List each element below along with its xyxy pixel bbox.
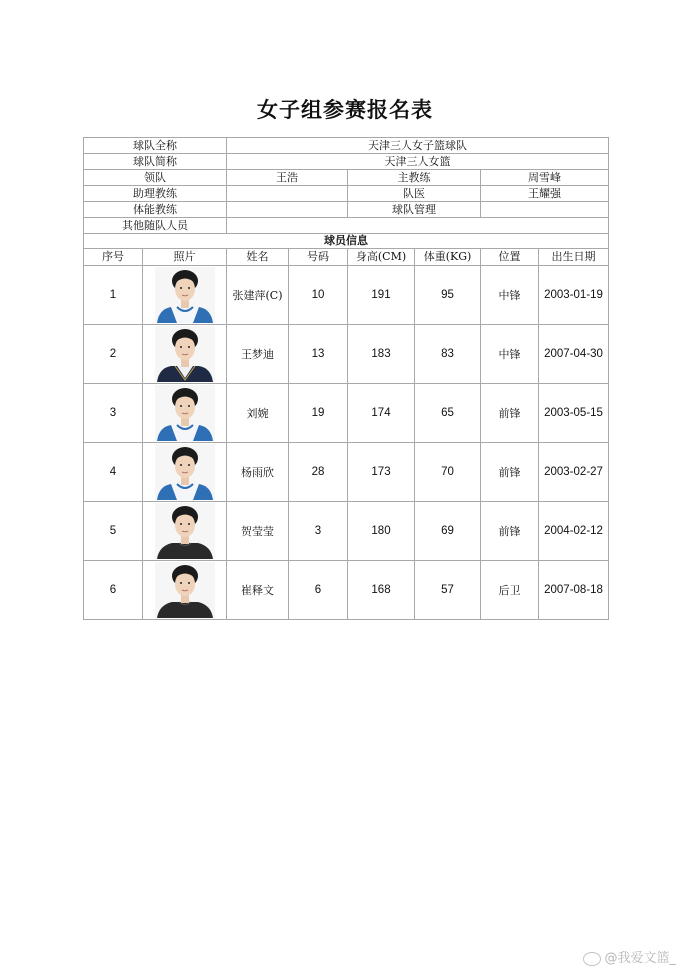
player-index: 3 xyxy=(84,384,143,443)
assistant-coach-label: 助理教练 xyxy=(84,186,227,202)
column-header: 照片 xyxy=(143,249,227,266)
player-photo-icon xyxy=(155,444,215,500)
fitness-row xyxy=(84,202,609,218)
team-full-name-row xyxy=(84,138,609,154)
player-birth-date: 2007-04-30 xyxy=(539,325,609,384)
player-photo xyxy=(143,443,227,502)
doctor-label: 队医 xyxy=(348,186,481,202)
fitness-coach-label: 体能教练 xyxy=(84,202,227,218)
player-photo-icon xyxy=(155,385,215,441)
player-position: 中锋 xyxy=(481,325,539,384)
player-index: 1 xyxy=(84,266,143,325)
column-header: 体重(KG) xyxy=(415,249,481,266)
player-row xyxy=(84,443,609,502)
player-height: 180 xyxy=(348,502,415,561)
player-birth-date: 2007-08-18 xyxy=(539,561,609,620)
player-name: 刘婉 xyxy=(227,384,289,443)
player-photo xyxy=(143,266,227,325)
player-name: 杨雨欣 xyxy=(227,443,289,502)
column-header: 身高(CM) xyxy=(348,249,415,266)
head-coach-value: 周雪峰 xyxy=(481,170,609,186)
team-full-name-label: 球队全称 xyxy=(84,138,227,154)
others-label: 其他随队人员 xyxy=(84,218,227,234)
player-height: 168 xyxy=(348,561,415,620)
player-weight: 65 xyxy=(415,384,481,443)
player-photo xyxy=(143,325,227,384)
player-photo-icon xyxy=(155,267,215,323)
player-row xyxy=(84,561,609,620)
team-full-name-value: 天津三人女子篮球队 xyxy=(227,138,609,154)
player-photo-icon xyxy=(155,562,215,618)
doctor-value: 王耀强 xyxy=(481,186,609,202)
player-position: 中锋 xyxy=(481,266,539,325)
player-row xyxy=(84,384,609,443)
player-weight: 70 xyxy=(415,443,481,502)
player-name: 张建萍(C) xyxy=(227,266,289,325)
player-photo xyxy=(143,561,227,620)
player-birth-date: 2003-02-27 xyxy=(539,443,609,502)
player-position: 后卫 xyxy=(481,561,539,620)
players-section-row xyxy=(84,234,609,249)
watermark xyxy=(583,947,676,966)
registration-table xyxy=(83,137,609,620)
manager-value xyxy=(481,202,609,218)
page-title: 女子组参赛报名表 xyxy=(257,98,433,122)
column-header: 位置 xyxy=(481,249,539,266)
assistant-row xyxy=(84,186,609,202)
player-weight: 57 xyxy=(415,561,481,620)
player-height: 191 xyxy=(348,266,415,325)
player-name: 贺莹莹 xyxy=(227,502,289,561)
column-header: 号码 xyxy=(289,249,348,266)
player-number: 19 xyxy=(289,384,348,443)
head-coach-label: 主教练 xyxy=(348,170,481,186)
manager-label: 球队管理 xyxy=(348,202,481,218)
column-header: 序号 xyxy=(84,249,143,266)
player-number: 3 xyxy=(289,502,348,561)
player-photo-icon xyxy=(155,326,215,382)
players-header-row xyxy=(84,249,609,266)
player-birth-date: 2003-01-19 xyxy=(539,266,609,325)
player-birth-date: 2003-05-15 xyxy=(539,384,609,443)
leader-row xyxy=(84,170,609,186)
player-photo-icon xyxy=(155,503,215,559)
team-short-name-value: 天津三人女篮 xyxy=(227,154,609,170)
players-section-title: 球员信息 xyxy=(84,234,609,249)
others-row xyxy=(84,218,609,234)
player-number: 13 xyxy=(289,325,348,384)
column-header: 出生日期 xyxy=(539,249,609,266)
player-index: 4 xyxy=(84,443,143,502)
player-weight: 69 xyxy=(415,502,481,561)
player-number: 6 xyxy=(289,561,348,620)
assistant-coach-value xyxy=(227,186,348,202)
player-index: 5 xyxy=(84,502,143,561)
player-position: 前锋 xyxy=(481,443,539,502)
player-photo xyxy=(143,384,227,443)
column-header: 姓名 xyxy=(227,249,289,266)
player-weight: 95 xyxy=(415,266,481,325)
weibo-icon xyxy=(583,952,601,966)
player-name: 崔释文 xyxy=(227,561,289,620)
player-row xyxy=(84,502,609,561)
watermark-text: @我爱文篮_ xyxy=(604,951,676,966)
player-height: 183 xyxy=(348,325,415,384)
fitness-coach-value xyxy=(227,202,348,218)
player-weight: 83 xyxy=(415,325,481,384)
leader-label: 领队 xyxy=(84,170,227,186)
player-height: 174 xyxy=(348,384,415,443)
player-index: 6 xyxy=(84,561,143,620)
others-value xyxy=(227,218,609,234)
player-birth-date: 2004-02-12 xyxy=(539,502,609,561)
player-row xyxy=(84,266,609,325)
player-position: 前锋 xyxy=(481,384,539,443)
player-number: 10 xyxy=(289,266,348,325)
player-photo xyxy=(143,502,227,561)
player-row xyxy=(84,325,609,384)
player-number: 28 xyxy=(289,443,348,502)
leader-value: 王浩 xyxy=(227,170,348,186)
player-height: 173 xyxy=(348,443,415,502)
player-position: 前锋 xyxy=(481,502,539,561)
player-name: 王梦迪 xyxy=(227,325,289,384)
player-index: 2 xyxy=(84,325,143,384)
team-short-name-row xyxy=(84,154,609,170)
team-short-name-label: 球队简称 xyxy=(84,154,227,170)
